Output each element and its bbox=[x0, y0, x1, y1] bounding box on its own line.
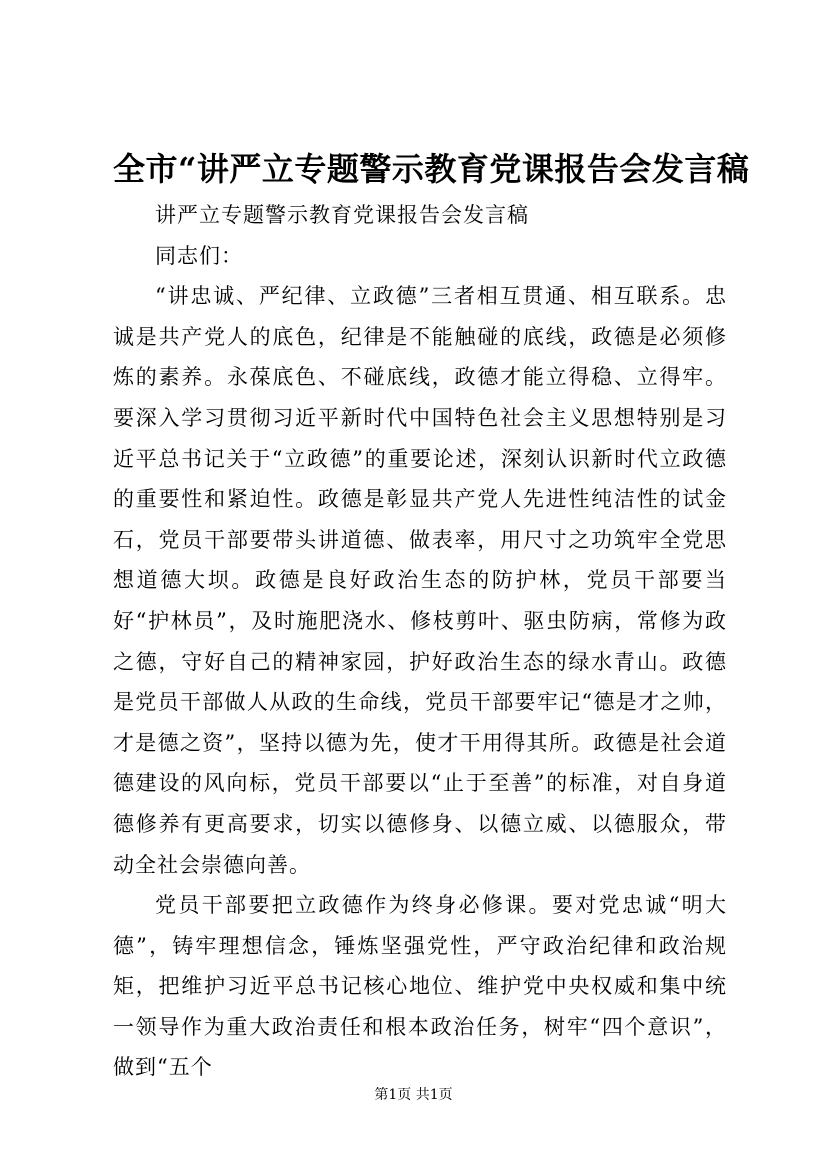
document-title: 全市“讲严立专题警示教育党课报告会发言稿 bbox=[113, 150, 750, 188]
paragraph-2: 党员干部要把立政德作为终身必修课。要对党忠诚“明大德”，铸牢理想信念，锤炼坚强党性，严守政治纪律和政治规矩，把维护习近平总书记核心地位、维护党中央权威和集中统一领导作为重大政治责任和根本政治任务，树牢“四个意识”，做到“五个 bbox=[113, 893, 727, 1080]
page-footer: 第1页 共1页 bbox=[374, 1087, 453, 1103]
document-body bbox=[113, 195, 727, 1088]
paragraph-1: “讲忠诚、严纪律、立政德”三者相互贯通、相互联系。忠诚是共产党人的底色，纪律是不能触碰的底线，政德是必须修炼的素养。永葆底色、不碰底线，政德才能立得稳、立得牢。要深入学习贯彻习近平新时代中国特色社会主义思想特别是习近平总书记关于“立政德”的重要论述，深刻认识新时代立政德的重要性和紧迫性。政德是彰显共产党人先进性纯洁性的试金石，党员干部要带头讲道德、做表率，用尺寸之功筑牢全党思想道德大坝。政德是良好政治生态的防护林，党员干部要当好“护林员”，及时施肥浇水、修枝剪叶、驱虫防病，常修为政之德，守好自己的精神家园，护好政治生态的绿水青山。政德是党员干部做人从政的生命线，党员干部要牢记“德是才之帅，才是德之资”，坚持以德为先，使才干用得其所。政德是社会道德建设的风向标，党员干部要以“止于至善”的标准，对自身道德修养有更高要求，切实以德修身、以德立威、以德服众，带动全社会崇德向善。 bbox=[113, 284, 727, 877]
document-subtitle: 讲严立专题警示教育党课报告会发言稿 bbox=[155, 203, 529, 227]
greeting: 同志们： bbox=[155, 243, 243, 268]
